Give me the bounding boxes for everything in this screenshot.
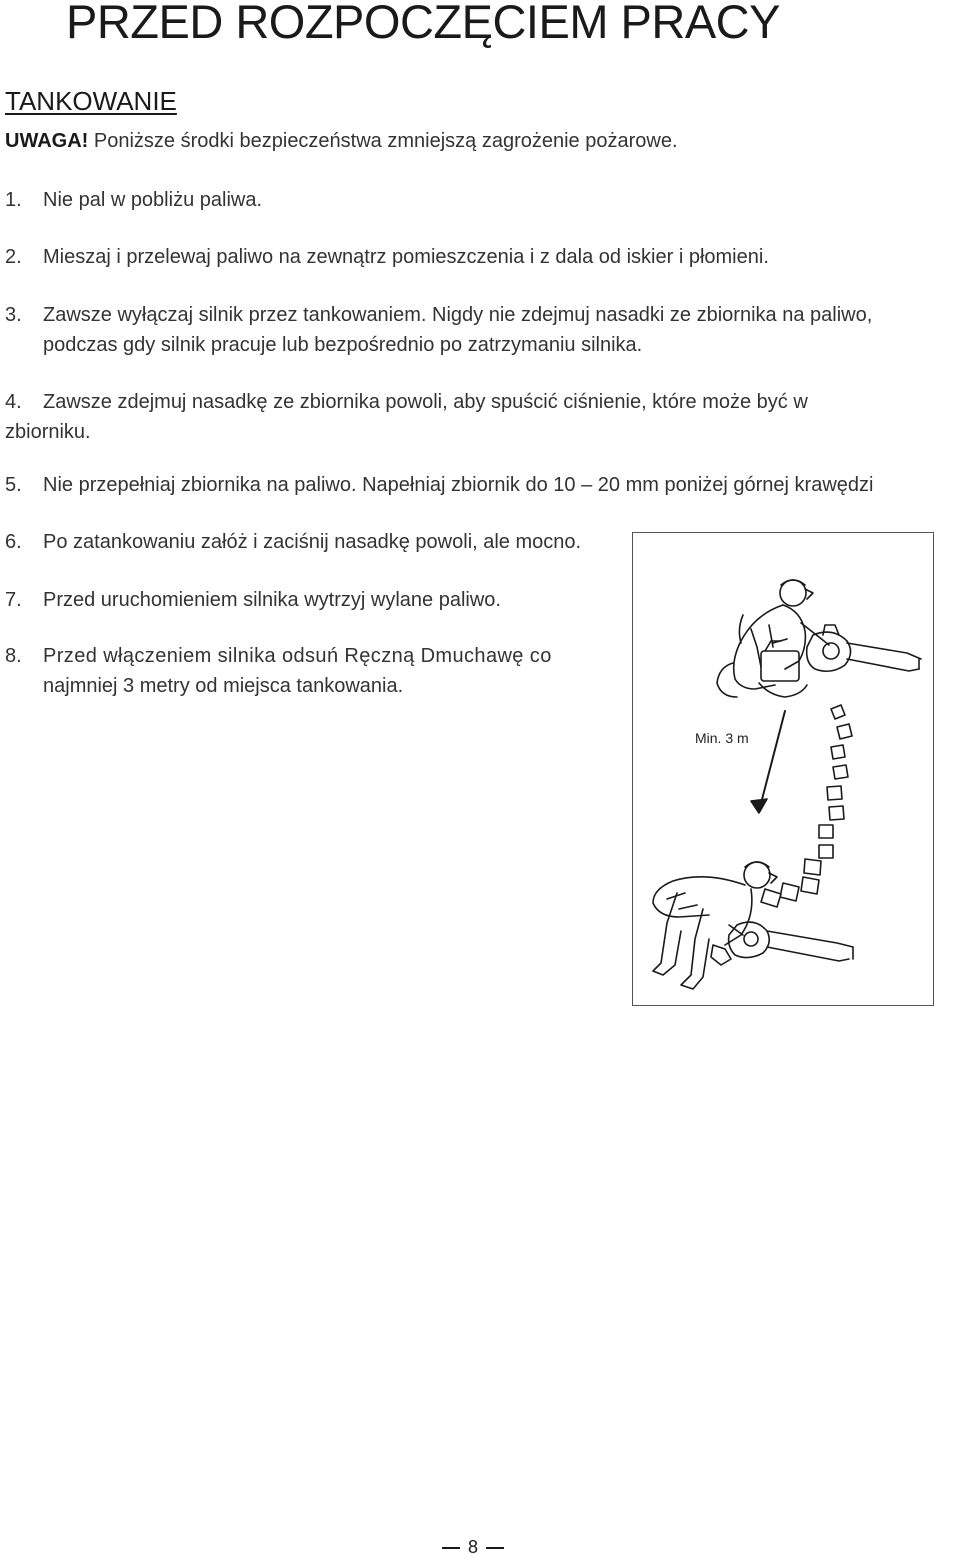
list-item-text: podczas gdy silnik pracuje lub bezpośrednio po zatrzymaniu silnika. (43, 334, 643, 356)
list-item (5, 387, 945, 447)
list-item-text: Zawsze wyłączaj silnik przez tankowaniem. Nigdy nie zdejmuj nasadki ze zbiornika na paliwo, (43, 304, 873, 326)
refueling-drawing (633, 533, 933, 1005)
distance-label: Min. 3 m (695, 730, 749, 746)
list-item-text: zbiorniku. (5, 421, 91, 443)
list-item (5, 185, 905, 215)
warning-text: Poniższe środki bezpieczeństwa zmniejszą zagrożenie pożarowe. (88, 130, 678, 152)
list-item (5, 585, 625, 615)
page-number (442, 1537, 504, 1558)
worker-starting-figure (653, 862, 853, 989)
list-item (5, 470, 955, 500)
list-item (5, 641, 625, 701)
list-item-text: Zawsze zdejmuj nasadkę ze zbiornika powoli, aby spuścić ciśnienie, które może być w (43, 391, 808, 413)
list-item-text: Mieszaj i przelewaj paliwo na zewnątrz pomieszczenia i z dala od iskier i płomieni. (43, 246, 769, 268)
list-item-text: Nie pal w pobliżu paliwa. (43, 189, 263, 211)
list-item-text: Przed włączeniem silnika odsuń Ręczną Dmuchawę co (43, 645, 552, 667)
page-number-text: 8 (468, 1537, 479, 1557)
section-heading: TANKOWANIE (5, 86, 177, 116)
page-title: PRZED ROZPOCZĘCIEM PRACY (66, 0, 780, 48)
list-item-number: 1. (5, 189, 22, 211)
list-item-number: 3. (5, 304, 22, 326)
list-item-text: Przed uruchomieniem silnika wytrzyj wylane paliwo. (43, 589, 501, 611)
list-item-number: 7. (5, 589, 22, 611)
page-number-dash-right (486, 1547, 504, 1549)
list-item-number: 4. (5, 391, 22, 413)
list-item (5, 242, 945, 272)
list-item (5, 300, 960, 360)
refueling-illustration (632, 532, 934, 1006)
list-item-text: Po zatankowaniu załóż i zaciśnij nasadkę powoli, ale mocno. (43, 531, 582, 553)
list-item-number: 6. (5, 531, 22, 553)
list-item-number: 2. (5, 246, 22, 268)
worker-refueling-figure (717, 580, 921, 697)
warning-paragraph (5, 130, 678, 153)
list-item-number: 8. (5, 645, 22, 667)
list-item (5, 527, 625, 557)
list-item-number: 5. (5, 474, 22, 496)
warning-label: UWAGA! (5, 130, 89, 152)
page-number-dash-left (442, 1547, 460, 1549)
direction-arrow (751, 711, 785, 813)
list-item-text: Nie przepełniaj zbiornika na paliwo. Napełniaj zbiornik do 10 – 20 mm poniżej górnej krawędzi (43, 474, 874, 496)
list-item-text: najmniej 3 metry od miejsca tankowania. (43, 675, 404, 697)
